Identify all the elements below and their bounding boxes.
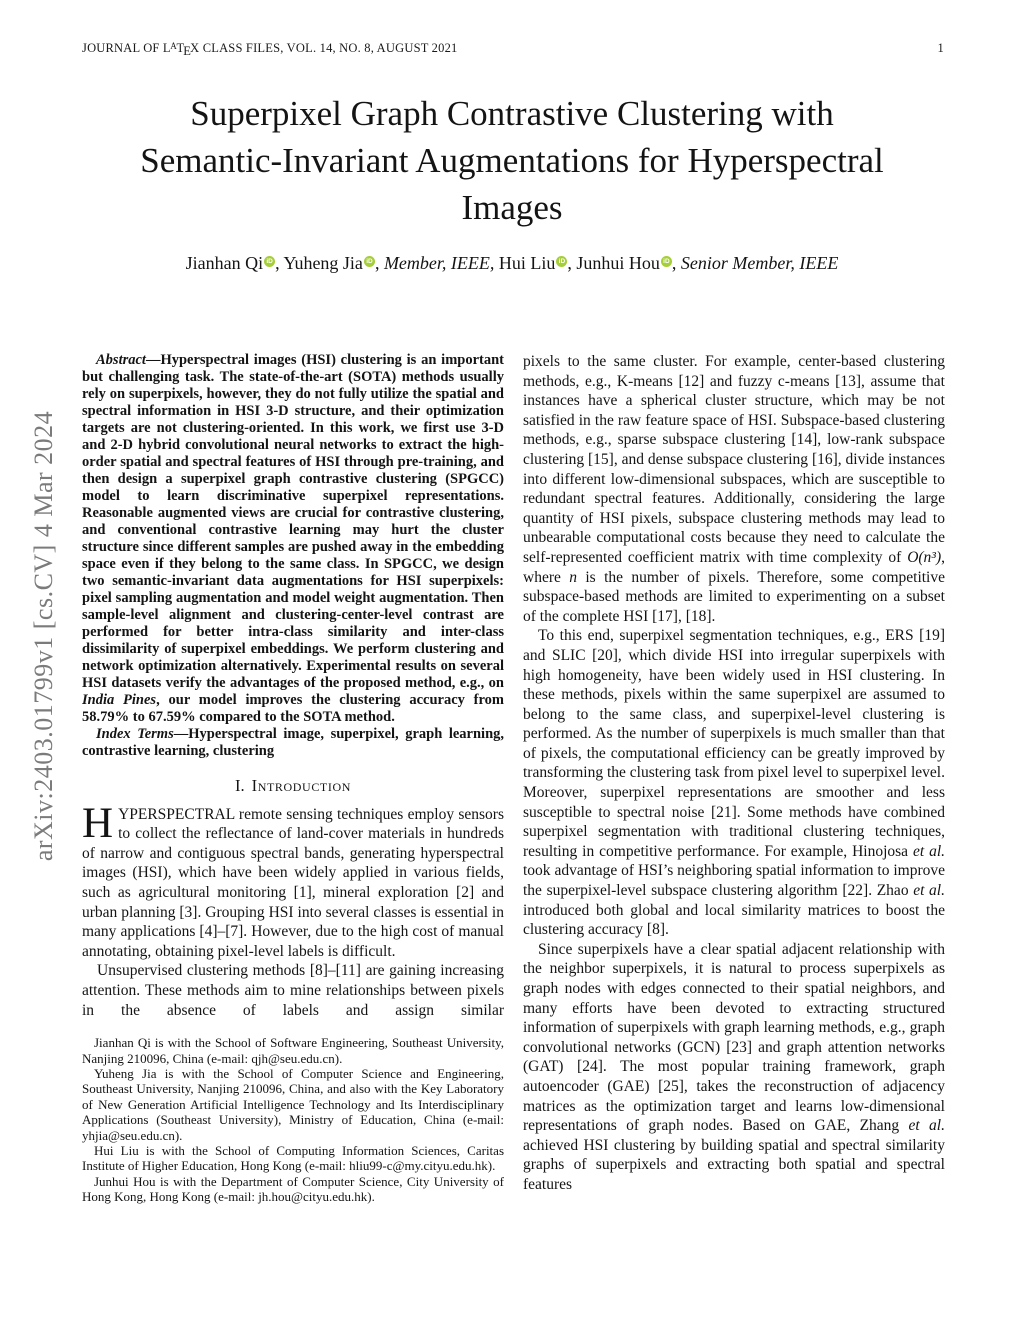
body-paragraph — [523, 940, 945, 1195]
right-column — [523, 352, 945, 1262]
math-complexity: O(n³) — [907, 548, 942, 566]
section-number: I. — [235, 776, 245, 795]
author-separator: , — [275, 253, 280, 273]
et-al: et al. — [913, 882, 945, 900]
section-heading-introduction — [82, 776, 504, 796]
et-al: et al. — [912, 842, 945, 860]
body-text: is the number of pixels. Therefore, some competitive subspace-based methods are limited to experimenting on a subset of the complete HSI [17], [18]. — [523, 568, 945, 625]
body-paragraph — [523, 626, 945, 940]
orcid-icon[interactable]: iD — [264, 256, 275, 267]
body-text: To this end, superpixel segmentation techniques, e.g., ERS [19] and SLIC [20], which divide HSI into irregular superpixels with high homogeneity, have been widely used in HSI clustering. In these methods, pixels within the same superpixel are assumed to belong to the same class, and superpixel-level clustering is performed. As the number of superpixels is much smaller than that of pixels, the computational efficiency can be greatly improved by transforming the clustering task from pixel level to superpixel level. Moreover, superpixel representations are smoother and less susceptible to spectral noise [21]. Some methods have combined superpixel segmentation with traditional clustering techniques, resulting in competitive performance. For example, Hinojosa — [523, 627, 945, 860]
title-line-3: Images — [461, 188, 563, 227]
math-variable: n — [569, 568, 577, 586]
title-line-2: Semantic-Invariant Augmentations for Hyperspectral — [140, 141, 884, 180]
section-title: Introduction — [251, 776, 351, 795]
abstract — [82, 352, 504, 726]
author-separator: , — [374, 253, 380, 273]
body-text: Since superpixels have a clear spatial adjacent relationship with the neighbor superpixels, it is natural to process superpixels as graph nodes with edges connected to their spatial neighbors, and many efforts have been devoted to extracting structured information of superpixels with graph learning methods, e.g., graph convolutional networks (GCN) [23] and graph attention networks (GAT) [24]. The most popular training framework, graph autoencoder (GAE) [25], takes the reconstruction of adjacency matrices as the optimization target and learns low-dimensional representations of graph nodes. Based on GAE, Zhang — [523, 940, 945, 1135]
orcid-icon[interactable]: iD — [556, 256, 567, 267]
author-name-1: Jianhan Qi — [185, 253, 264, 273]
body-paragraph — [523, 352, 945, 626]
author-separator: , — [567, 253, 572, 273]
author-role-2: Senior Member, IEEE — [680, 253, 839, 273]
author-name-3: Hui Liu — [498, 253, 556, 273]
title-line-1: Superpixel Graph Contrastive Clustering with — [190, 94, 834, 133]
body-text: achieved HSI clustering by building spatial and spectral similarity graphs of superpixels and extracting both spatial and spectral features — [523, 1136, 945, 1193]
body-text: took advantage of HSI’s neighboring spatial information to improve the superpixel-level subspace clustering algorithm [22]. Zhao — [523, 862, 945, 900]
footnote-affiliation: Junhui Hou is with the Department of Computer Science, City University of Hong Kong, Hong Kong (e-mail: jh.hou@cityu.edu.hk). — [82, 1173, 504, 1205]
orcid-icon[interactable]: iD — [661, 256, 672, 267]
dataset-name: India Pines — [82, 692, 157, 708]
index-terms-text: —Hyperspectral image, superpixel, graph learning, contrastive learning, clustering — [82, 726, 505, 759]
footnote-affiliation: Jianhan Qi is with the School of Software Engineering, Southeast University, Nanjing 210096, China (e-mail: qjh@seu.edu.cn). — [82, 1035, 504, 1066]
drop-cap: H — [82, 799, 114, 847]
orcid-icon[interactable]: iD — [364, 256, 375, 267]
author-footnotes — [82, 1035, 504, 1204]
abstract-text-end: , our model improves the clustering accuracy from 58.79% to 67.59% compared to the SOTA method. — [82, 692, 505, 725]
abstract-label: Abstract — [96, 352, 146, 368]
intro-paragraph-2: Unsupervised clustering methods [8]–[11] are gaining increasing attention. These methods aim to mine relationships between pixels in the absence of labels and assign similar — [82, 962, 504, 1019]
abstract-text: —Hyperspectral images (HSI) clustering is an important but challenging task. The state-of-the-art (SOTA) methods usually rely on superpixels, however, they do not fully utilize the spatial and spectral information in HSI 3-D structure, and their optimization targets are not clustering-oriented. In this work, we first use 3-D and 2-D hybrid convolutional neural networks to extract the high-order spatial and spectral features of HSI through pre-training, and then design a superpixel graph contrastive clustering (SPGCC) model to learn discriminative superpixel representations. Reasonable augmented views are crucial for contrastive clustering, and conventional contrastive learning may hurt the cluster structure since different samples are pushed away in the embedding space even if they belong to the same class. In SPGCC, we design two semantic-invariant data augmentations for HSI superpixels: pixel sampling augmentation and model weight augmentation. Then sample-level alignment and clustering-center-level contrast are performed for better intra-class similarity and inter-class dissimilarity of superpixel embeddings. We perform clustering and network optimization alternatively. Experimental results on several HSI datasets verify the advantages of the proposed method, e.g., on — [82, 352, 504, 691]
index-terms-label: Index Terms — [96, 726, 174, 742]
author-name-4: Junhui Hou — [576, 253, 660, 273]
footnote-affiliation: Hui Liu is with the School of Computing Information Sciences, Caritas Institute of Higher Education, Hong Kong (e-mail: hliu99-c@my.cityu.edu.hk). — [82, 1142, 504, 1174]
intro-text: remote sensing techniques employ sensors to collect the reflectance of land-cover materials in hundreds of narrow and contiguous spectral bands, generating hyperspectral images (HSI), which have been widely applied in various fields, such as agricultural monitoring [1], mineral exploration [2] and urban planning [3]. Grouping HSI into several classes is essential in many applications [4]–[7]. However, due to the high cost of manual annotating, obtaining pixel-level labels is difficult. — [82, 805, 504, 960]
et-al: et al. — [908, 1117, 945, 1135]
author-name-2: Yuheng Jia — [283, 253, 363, 273]
journal-name: JOURNAL OF $L^ATEX$ CLASS FILES, VOL. 14, NO. 8, AUGUST 2021 — [82, 41, 458, 58]
footnote-affiliation: Yuheng Jia is with the School of Computer Science and Engineering, Southeast University, Nanjing 210096, China, and also with the Key Laboratory of New Generation Artificial Intelligence Technology and Its Interdisciplinary Applications (Southeast University), Ministry of Education, China (e-mail: yhjia@seu.edu.cn). — [82, 1065, 504, 1143]
paper-title — [0, 90, 1024, 231]
intro-caps: YPERSPECTRAL — [118, 805, 235, 823]
arxiv-watermark: arXiv:2403.01799v1 [cs.CV] 4 Mar 2024 — [29, 410, 58, 862]
author-role-1: Member, IEEE, — [383, 253, 495, 273]
author-separator: , — [671, 253, 677, 273]
body-text: introduced both global and local similarity matrices to boost the clustering accuracy [8]. — [523, 901, 945, 939]
intro-paragraph-1 — [82, 799, 504, 962]
index-terms — [82, 726, 504, 760]
left-column — [82, 352, 504, 1262]
body-text: , where — [523, 548, 945, 586]
body-text: pixels to the same cluster. For example, center-based clustering methods, e.g., K-means [12] and fuzzy c-means [13], assume that instances have a spherical cluster structure, which may be not satisfied in the raw feature space of HSI. Subspace-based clustering methods, e.g., sparse subspace clustering [14], low-rank subspace clustering [15], and dense subspace clustering [16], divide instances into different low-dimensional subspaces, which are susceptible to redundant spectral features. Additionally, considering the large quantity of HSI pixels, subspace clustering methods may lead to unbearable computational costs because they need to calculate the self-represented coefficient matrix with time complexity of — [523, 353, 945, 566]
author-line — [0, 253, 1024, 274]
two-column-body — [82, 352, 945, 1262]
running-header — [82, 41, 944, 59]
page-number: 1 — [937, 41, 944, 55]
